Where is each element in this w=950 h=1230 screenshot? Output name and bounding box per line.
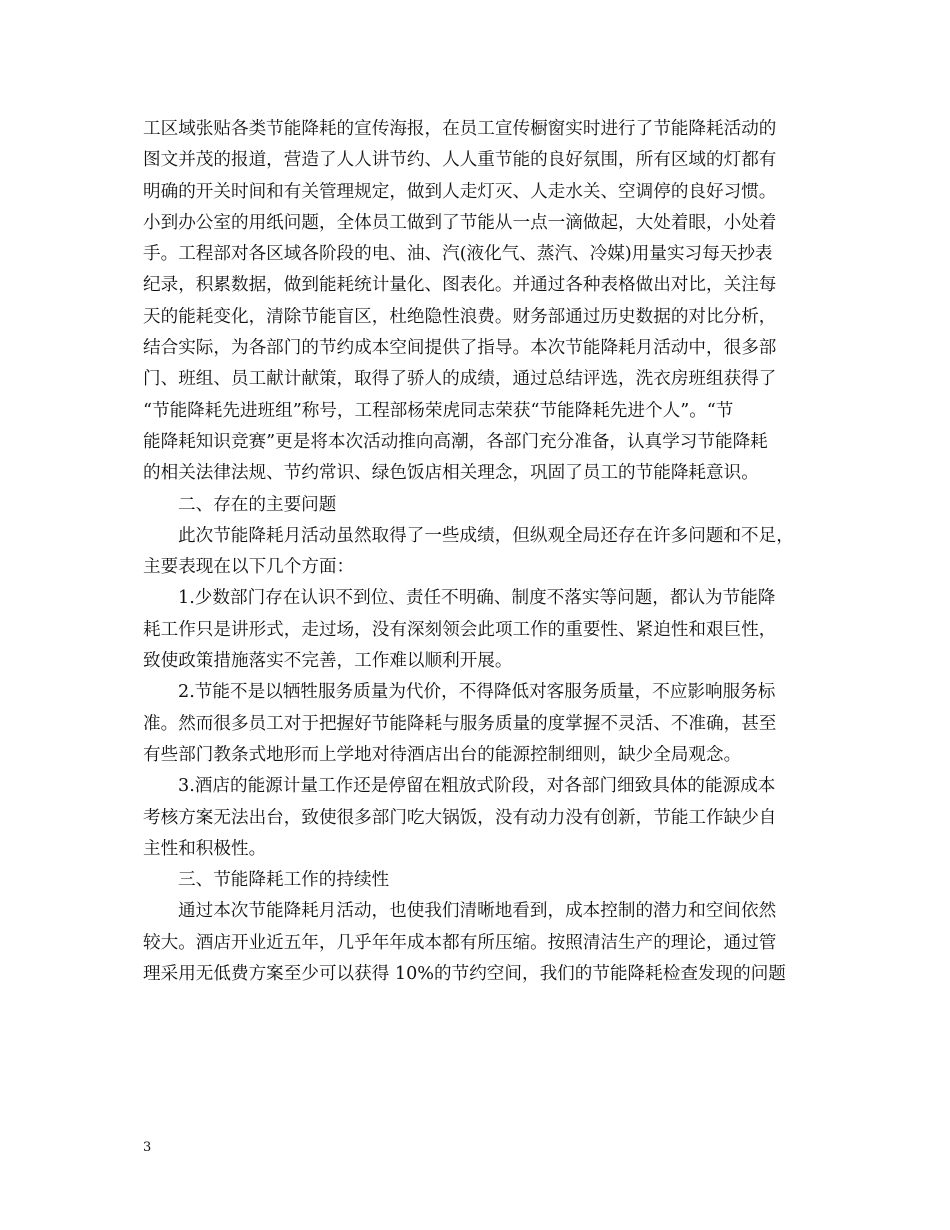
section-heading: 二、存在的主要问题 (178, 494, 337, 515)
page-number: 3 (143, 1140, 152, 1155)
body-text (143, 114, 833, 990)
list-item: 2.节能不是以牺牲服务质量为代价，不得降低对客服务质量，不应影响服务标 (178, 682, 776, 703)
section-heading: 三、节能降耗工作的持续性 (178, 870, 390, 891)
text-line: 工区域张贴各类节能降耗的宣传海报，在员工宣传橱窗实时进行了节能降耗活动的 (143, 119, 777, 139)
text-line: 主要表现在以下几个方面： (143, 557, 355, 578)
text-line: 的相关法律法规、节约常识、绿色饭店相关理念，巩固了员工的节能降耗意识。 (143, 463, 759, 484)
text-line: 准。然而很多员工对于把握好节能降耗与服务质量的度掌握不灵活、不准确，甚至 (143, 713, 777, 734)
list-item: 1.少数部门存在认识不到位、责任不明确、制度不落实等问题，都认为节能降 (178, 588, 776, 609)
text-line: 致使政策措施落实不完善，工作难以顺利开展。 (143, 651, 513, 672)
text-line: 纪录，积累数据，做到能耗统计量化、图表化。并通过各种表格做出对比，关注每 (143, 275, 777, 296)
text-line: 此次节能降耗月活动虽然取得了一些成绩，但纵观全局还存在许多问题和不足， (178, 525, 794, 546)
text-line: 明确的开关时间和有关管理规定，做到人走灯灭、人走水关、空调停的良好习惯。 (143, 181, 777, 202)
text-line: 耗工作只是讲形式，走过场，没有深刻领会此项工作的重要性、紧迫性和艰巨性， (143, 619, 777, 640)
text-line: “节能降耗先进班组”称号，工程部杨荣虎同志荣获“节能降耗先进个人”。“节 (143, 400, 734, 421)
text-line: 能降耗知识竞赛”更是将本次活动推向高潮，各部门充分准备，认真学习节能降耗 (143, 431, 768, 452)
list-item: 3.酒店的能源计量工作还是停留在粗放式阶段，对各部门细致具体的能源成本 (178, 776, 776, 797)
text-line: 主性和积极性。 (143, 838, 267, 859)
text-line: 天的能耗变化，清除节能盲区，杜绝隐性浪费。财务部通过历史数据的对比分析， (143, 306, 777, 327)
text-line: 门、班组、员工献计献策，取得了骄人的成绩，通过总结评选，洗衣房班组获得了 (143, 369, 777, 390)
text-line: 小到办公室的用纸问题，全体员工做到了节能从一点一滴做起，大处着眼，小处着 (143, 212, 777, 233)
text-line: 较大。酒店开业近五年，几乎年年成本都有所压缩。按照清洁生产的理论，通过管 (143, 932, 777, 953)
text-line: 考核方案无法出台，致使很多部门吃大锅饭，没有动力没有创新，节能工作缺少自 (143, 807, 777, 828)
text-line: 通过本次节能降耗月活动，也使我们清晰地看到，成本控制的潜力和空间依然 (178, 901, 777, 922)
text-line: 有些部门教条式地形而上学地对待酒店出台的能源控制细则，缺少全局观念。 (143, 744, 742, 765)
text-line: 图文并茂的报道，营造了人人讲节约、人人重节能的良好氛围，所有区域的灯都有 (143, 150, 777, 171)
text-line: 结合实际，为各部门的节约成本空间提供了指导。本次节能降耗月活动中，很多部 (143, 338, 777, 359)
text-line: 手。工程部对各区域各阶段的电、油、汽(液化气、蒸汽、冷媒)用量实习每天抄表 (143, 244, 773, 265)
text-line: 理采用无低费方案至少可以获得 10%的节约空间，我们的节能降耗检查发现的问题 (143, 964, 786, 985)
